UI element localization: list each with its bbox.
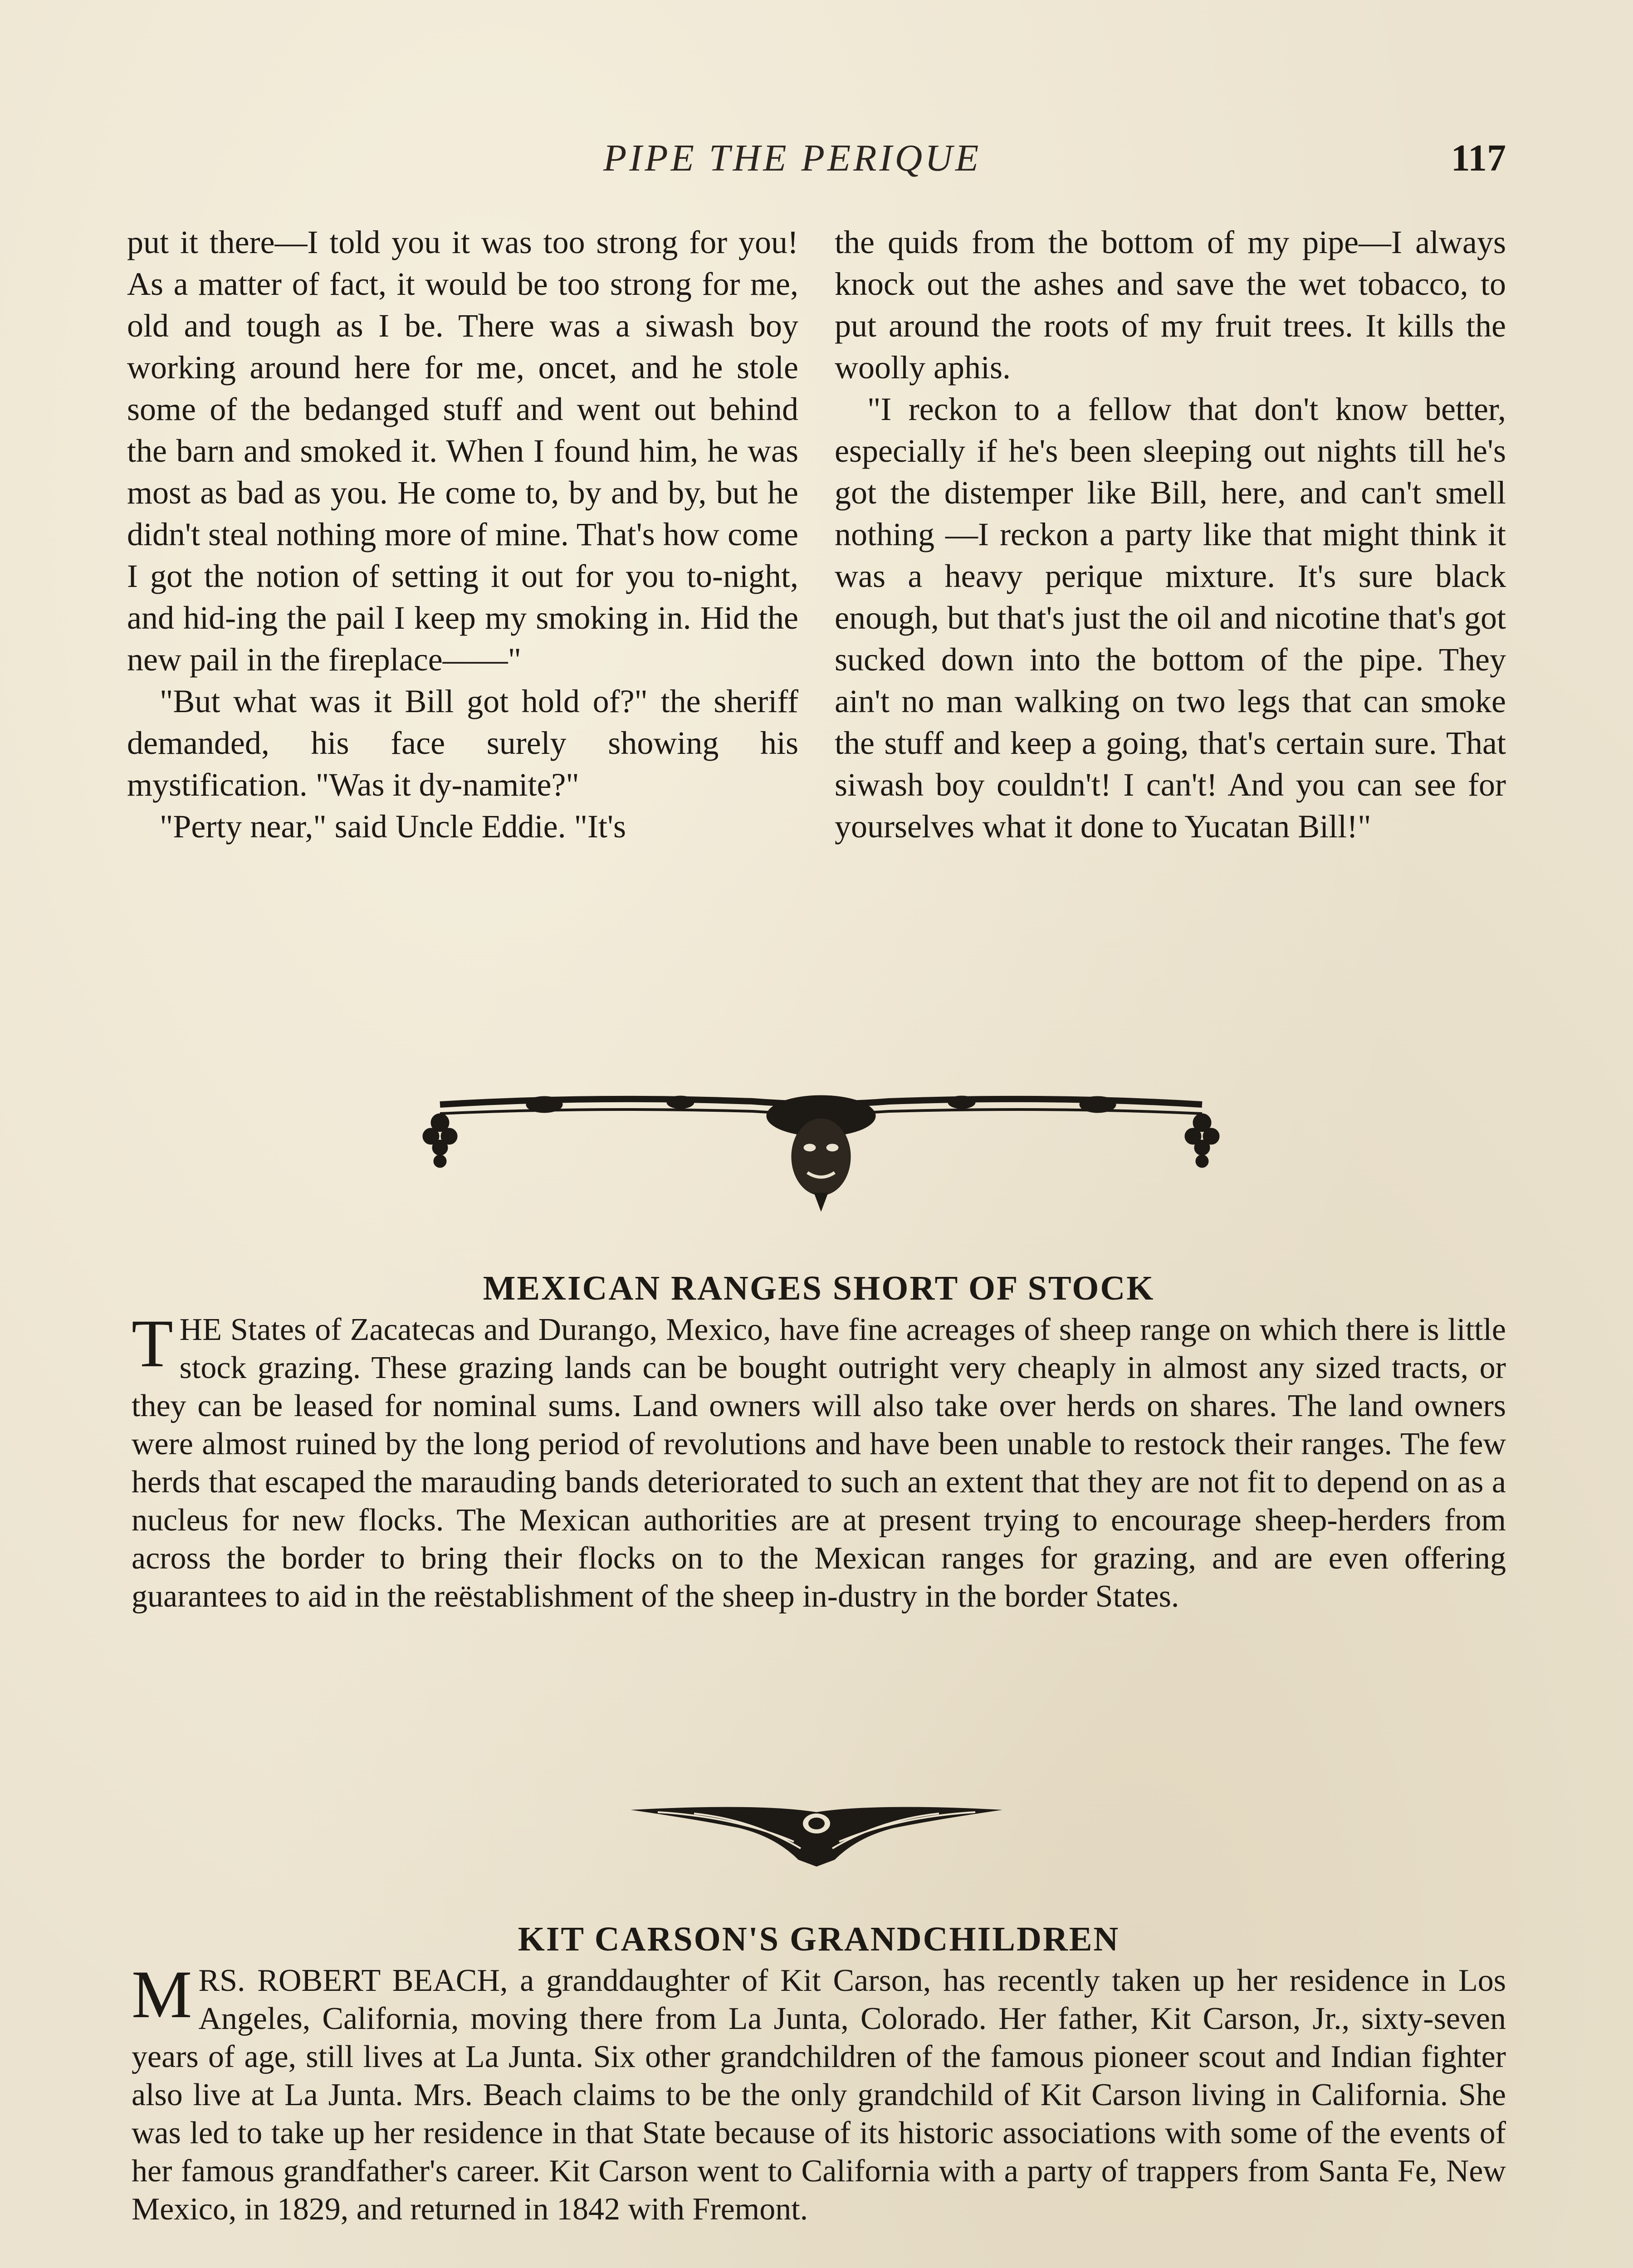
story-column-left: [127, 221, 798, 1038]
page-number: 117: [1451, 137, 1506, 179]
drop-cap: M: [132, 1957, 192, 2032]
article-body: [132, 1957, 1506, 2229]
article-text: HE States of Zacatecas and Durango, Mexico, have fine acreages of sheep range on which there is little stock grazing. These grazing lands can be bought outright very cheaply in almost any sized tracts, or they can be leased for nominal sums. Land owners will also take over herds on shares. The land owners were almost ruined by the long period of revolutions and have been unable to restock their ranges. The few herds that escaped the marauding bands deteriorated to such an extent that they are not fit to depend on as a nucleus for new flocks. The Mexican authorities are at present trying to encourage sheep-herders from across the border to bring their flocks on to the Mexican ranges for grazing, and are even offering guarantees to aid in the reëstablishment of the sheep in-dustry in the border States.: [132, 1312, 1506, 1614]
page-header: [127, 136, 1506, 191]
story-paragraph: the quids from the bottom of my pipe—I always knock out the ashes and save the wet tobacco, to put around the roots of my fruit trees. It kills the woolly aphis.: [835, 224, 1506, 386]
story-paragraph: "But what was it Bill got hold of?" the sheriff demanded, his face surely showing his mystification. "Was it dy-namite?": [127, 683, 798, 803]
running-title: PIPE THE PERIQUE: [603, 137, 982, 179]
article-body: [132, 1306, 1506, 1616]
story-paragraph: put it there—I told you it was too strong for you! As a matter of fact, it would be too strong for me, old and tough as I be. There was a siwash boy working around here for me, oncet, and he stole some of the bedanged stuff and went out behind the barn and smoked it. When I found him, he was most as bad as you. He come to, by and by, but he didn't steal nothing more of mine. That's how come I got the notion of setting it out for you to-night, and hid-ing the pail I keep my smoking in. Hid the new pail in the fireplace——": [127, 224, 798, 678]
article-mexican-ranges: [132, 1266, 1506, 1616]
article-kit-carson: [132, 1916, 1506, 2229]
story-paragraph: "I reckon to a fellow that don't know better, especially if he's been sleeping out nights till he's got the distemper like Bill, here, and can't smell nothing —I reckon a party like that might think it was a heavy perique mixture. It's sure black enough, but that's just the oil and nicotine that's got sucked down into the bottom of the pipe. They ain't no man walking on two legs that can smoke the stuff and keep a going, that's certain sure. That siwash boy couldn't! I can't! And you can see for yourselves what it done to Yucatan Bill!": [835, 391, 1506, 845]
drop-cap: T: [132, 1306, 173, 1381]
article-title: MEXICAN RANGES SHORT OF STOCK: [483, 1269, 1155, 1307]
grapevine-mask-ornament: [408, 1080, 1234, 1216]
story-column-right: [835, 221, 1506, 1038]
story-columns: [127, 221, 1506, 1038]
winged-ornament: [621, 1792, 1012, 1873]
article-text: RS. ROBERT BEACH, a granddaughter of Kit Carson, has recently taken up her residence in Los Angeles, California, moving there from La Junta, Colorado. Her father, Kit Carson, Jr., sixty-seven years of age, still lives at La Junta. Six other grandchildren of the famous pioneer scout and Indian fighter also live at La Junta. Mrs. Beach claims to be the only grandchild of Kit Carson living in California. She was led to take up her residence in that State because of its historic associations with some of the events of her famous grandfather's career. Kit Carson went to California with a party of trappers from Santa Fe, New Mexico, in 1829, and returned in 1842 with Fremont.: [132, 1963, 1506, 2227]
story-paragraph: "Perty near," said Uncle Eddie. "It's: [160, 808, 626, 845]
article-title: KIT CARSON'S GRANDCHILDREN: [518, 1920, 1120, 1958]
